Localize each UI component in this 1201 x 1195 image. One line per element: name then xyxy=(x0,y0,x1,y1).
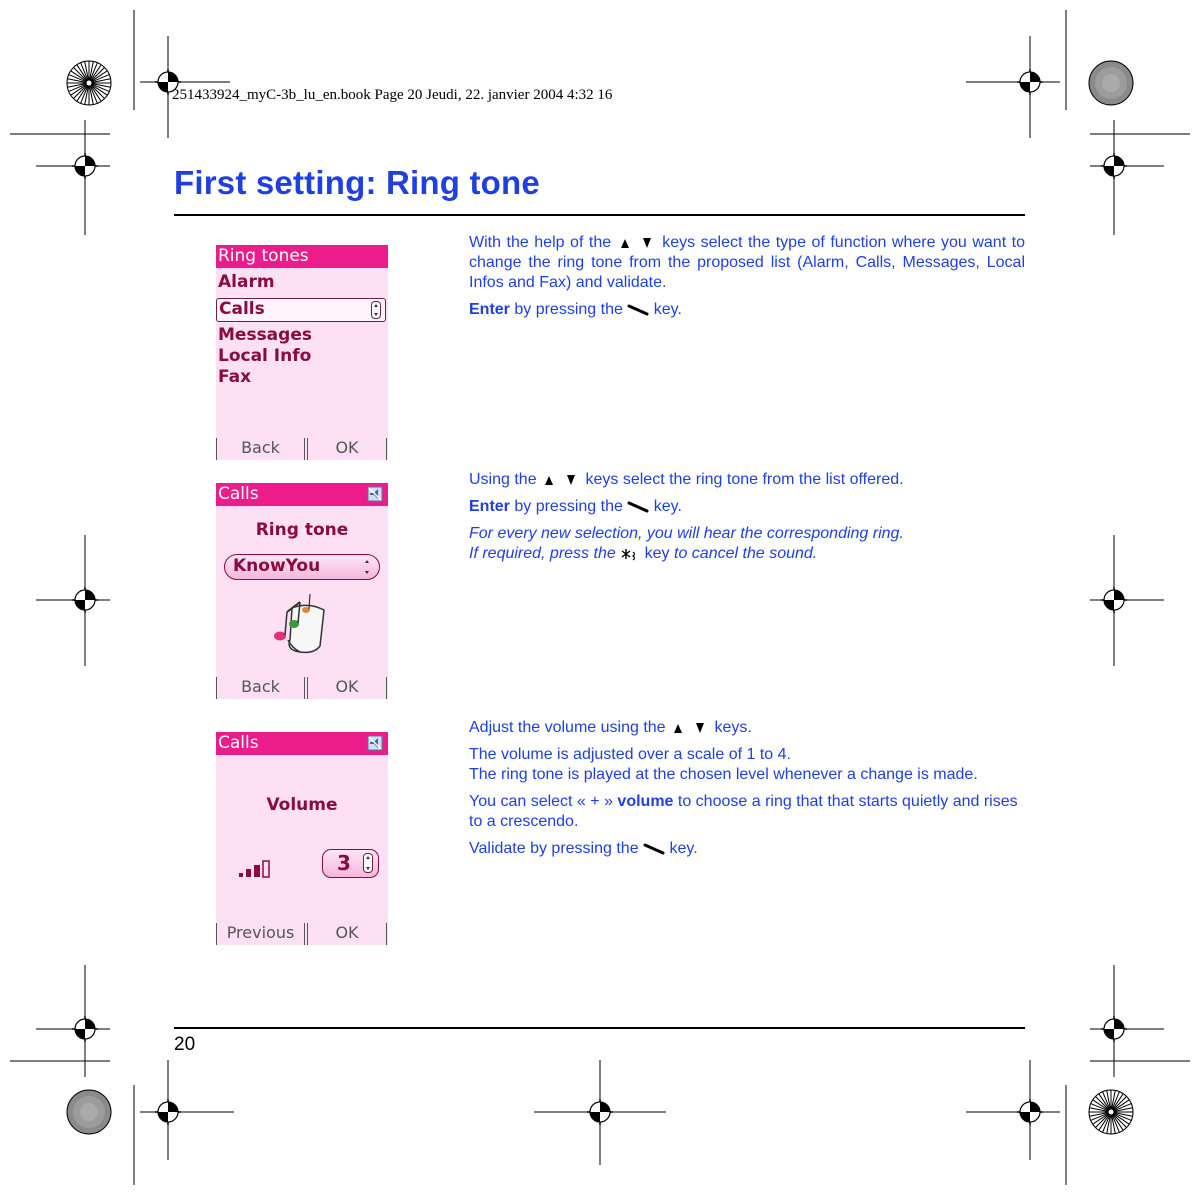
scroll-arrows-icon xyxy=(371,301,381,319)
text-span: keys select the ring tone from the list offered. xyxy=(585,471,904,488)
softkey-previous[interactable]: Previous xyxy=(216,923,305,945)
text-span: Using the xyxy=(469,471,537,488)
up-down-keys-icon xyxy=(617,237,657,249)
instruction-paragraph xyxy=(469,233,1025,293)
screen-title: Ring tones xyxy=(216,245,388,268)
text-span: With the help of the xyxy=(469,234,612,251)
phone-screen-calls-volume xyxy=(216,732,388,945)
phone-screen-calls-ringtone xyxy=(216,483,388,699)
volume-bar-4 xyxy=(263,861,269,877)
softkey-ok[interactable]: OK xyxy=(307,923,387,945)
text-span: keys select the type of function where you want to change the ring tone from the proposed list (Alarm, Calls, Messages, Local Infos and Fax) and validate. xyxy=(469,234,1026,291)
mute-speaker-icon xyxy=(366,485,384,503)
title-rule xyxy=(174,214,1025,216)
softkey-back[interactable]: Back xyxy=(216,677,305,699)
call-key-icon xyxy=(643,843,665,855)
screen-title xyxy=(216,732,388,755)
text-span: key. xyxy=(669,840,698,857)
screen-title-text: Calls xyxy=(218,733,259,753)
scroll-arrows-icon xyxy=(363,853,373,873)
screen-title-text: Calls xyxy=(218,484,259,504)
text-span: key. xyxy=(653,301,682,318)
call-key-icon xyxy=(627,304,649,316)
instruction-paragraph xyxy=(469,792,1025,832)
volume-bar-2 xyxy=(246,869,251,877)
volume-bars-icon xyxy=(238,859,278,879)
text-italic: For every new selection, you will hear the corresponding ring. xyxy=(469,525,904,542)
page-number: 20 xyxy=(174,1034,196,1055)
text-italic: If required, press the xyxy=(469,545,616,562)
softkey-back[interactable]: Back xyxy=(216,438,305,460)
text-span: The ring tone is played at the chosen level whenever a change is made. xyxy=(469,766,978,783)
mute-speaker-icon xyxy=(366,734,384,752)
ringtone-value: KnowYou xyxy=(233,556,321,576)
menu-item-messages[interactable]: Messages xyxy=(218,325,312,345)
text-span: to choose a ring that that starts quietly and rises to a crescendo. xyxy=(469,793,1018,830)
menu-item-fax[interactable]: Fax xyxy=(218,367,252,387)
text-span: key. xyxy=(653,498,682,515)
scroll-arrows-icon xyxy=(363,558,373,576)
star-key-icon xyxy=(620,547,640,561)
instruction-paragraph xyxy=(469,718,1025,738)
text-italic: to cancel the sound. xyxy=(674,545,818,562)
menu-item-calls-selected[interactable] xyxy=(216,298,386,322)
text-bold: volume xyxy=(617,793,674,810)
ringtone-label: Ring tone xyxy=(255,520,349,540)
instruction-paragraph xyxy=(469,839,1025,859)
volume-value: 3 xyxy=(337,851,351,875)
page-title: First setting: Ring tone xyxy=(174,164,540,201)
text-bold: Enter xyxy=(469,301,510,318)
music-note-icon xyxy=(270,588,330,658)
softkey-bar xyxy=(216,922,388,945)
call-key-icon xyxy=(627,501,649,513)
instruction-note xyxy=(469,524,1025,564)
instructions-adjust-volume xyxy=(469,718,1025,866)
text-span: The volume is adjusted over a scale of 1 to 4. xyxy=(469,746,791,763)
text-span: by pressing the xyxy=(514,498,623,515)
softkey-ok[interactable]: OK xyxy=(307,438,387,460)
menu-item-label: Calls xyxy=(219,299,265,319)
text-span: key xyxy=(644,545,670,562)
text-span: keys. xyxy=(714,719,752,736)
softkey-ok[interactable]: OK xyxy=(307,677,387,699)
volume-stepper[interactable] xyxy=(322,849,379,878)
volume-bar-3 xyxy=(254,865,260,877)
text-span: Adjust the volume using the xyxy=(469,719,666,736)
volume-bar-1 xyxy=(239,873,243,877)
up-down-keys-icon xyxy=(541,474,581,486)
menu-item-alarm[interactable]: Alarm xyxy=(218,272,275,292)
book-header-line: 251433924_myC-3b_lu_en.book Page 20 Jeudi, 22. janvier 2004 4:32 16 xyxy=(172,87,613,103)
instructions-select-function xyxy=(469,233,1025,327)
instruction-paragraph xyxy=(469,497,1025,517)
softkey-bar xyxy=(216,676,388,699)
text-span: Validate by pressing the xyxy=(469,840,639,857)
volume-label: Volume xyxy=(266,795,338,815)
text-span: You can select « + » xyxy=(469,793,613,810)
screen-title xyxy=(216,483,388,506)
softkey-bar xyxy=(216,437,388,460)
menu-item-local-info[interactable]: Local Info xyxy=(218,346,312,366)
instruction-paragraph xyxy=(469,300,1025,320)
instruction-paragraph xyxy=(469,470,1025,490)
text-bold: Enter xyxy=(469,498,510,515)
text-span: by pressing the xyxy=(514,301,623,318)
ringtone-select[interactable] xyxy=(224,554,380,580)
phone-screen-ring-tones xyxy=(216,245,388,460)
instructions-select-ringtone xyxy=(469,470,1025,571)
instruction-paragraph xyxy=(469,745,1025,785)
footer-rule xyxy=(174,1027,1025,1029)
up-down-keys-icon xyxy=(670,722,710,734)
